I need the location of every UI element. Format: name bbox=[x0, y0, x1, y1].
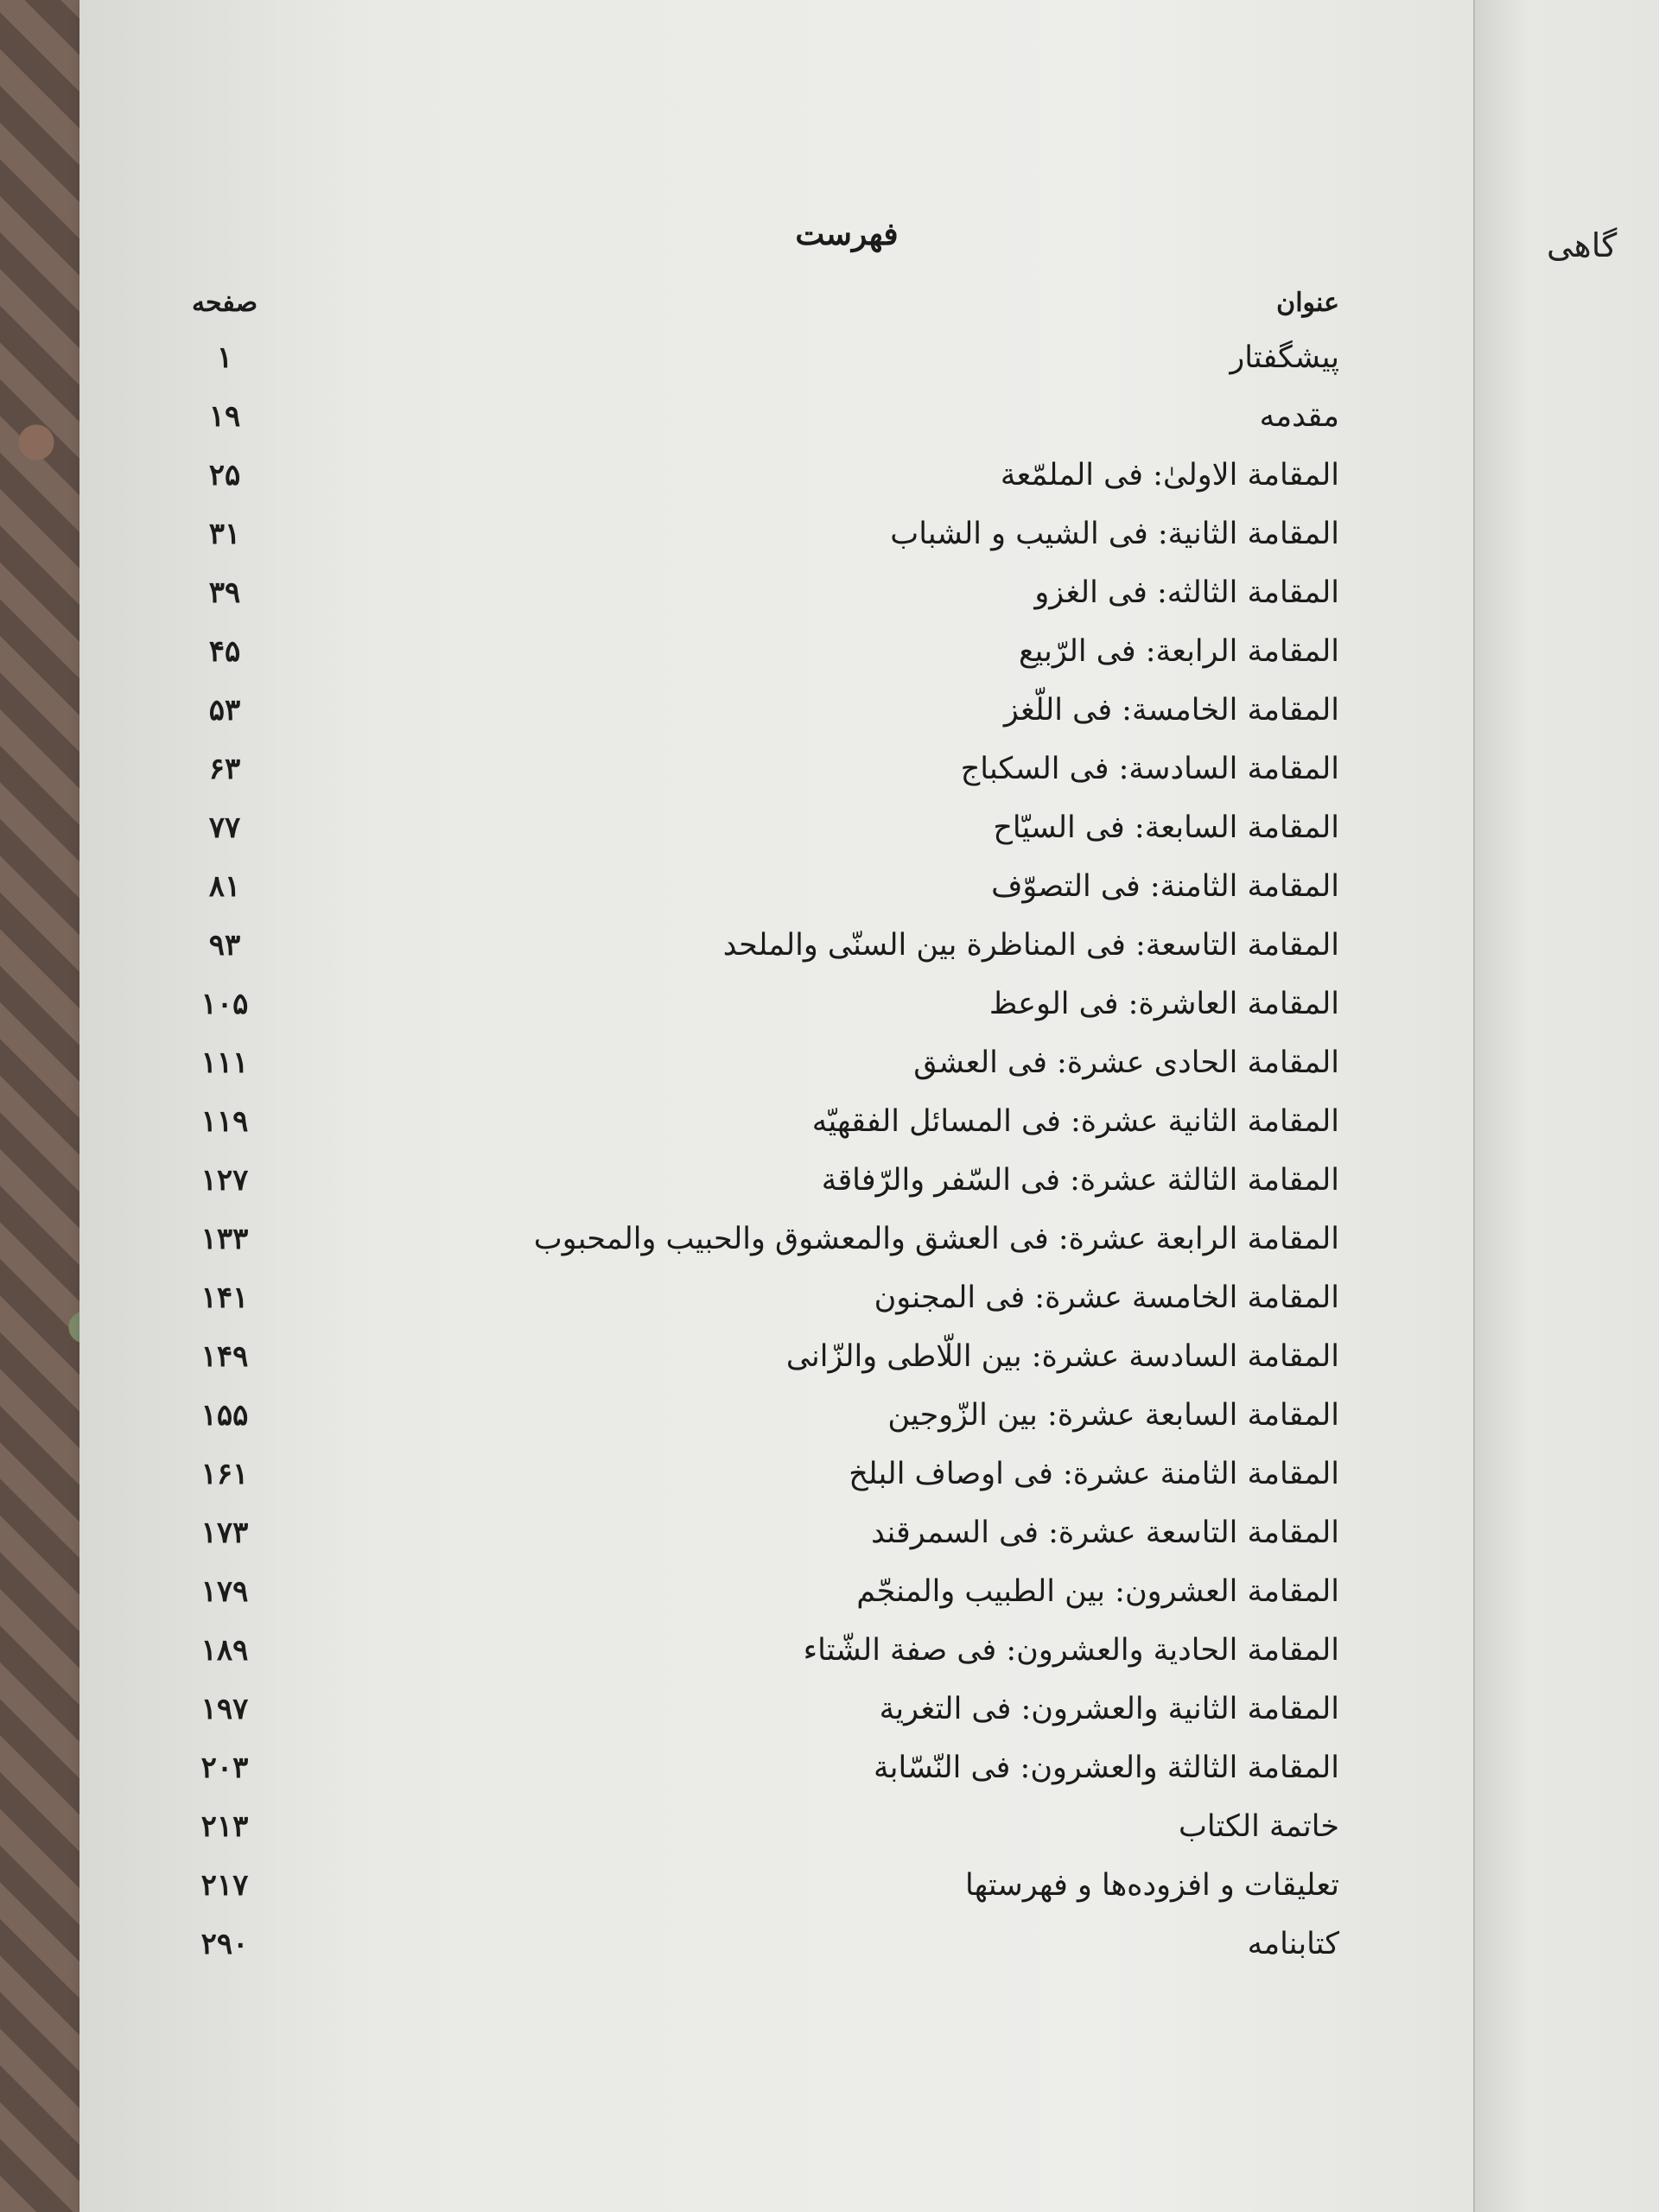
toc-entry-page: ۷۷ bbox=[208, 810, 241, 845]
toc-entry-title: المقامة السابعة عشرة: بین الزّوجین bbox=[887, 1398, 1339, 1433]
toc-entry bbox=[130, 1210, 1339, 1268]
toc-entry-title: المقامة الاولیٰ: فی الملمّعة bbox=[1000, 458, 1339, 493]
toc-entry bbox=[130, 681, 1339, 740]
toc-entry bbox=[130, 798, 1339, 857]
toc-entry bbox=[130, 1503, 1339, 1562]
toc-entry-page: ۱۰۵ bbox=[200, 987, 249, 1021]
toc-entry bbox=[130, 1151, 1339, 1210]
toc-entry-page: ۱ bbox=[216, 340, 233, 375]
toc-entry-page: ۱۱۱ bbox=[200, 1046, 249, 1080]
toc-entry-page: ۳۱ bbox=[208, 517, 241, 551]
toc-entry-page: ۶۳ bbox=[208, 752, 241, 786]
toc-entry-page: ۱۹ bbox=[208, 399, 241, 434]
toc-entry-page: ۳۹ bbox=[208, 575, 241, 610]
toc-entry bbox=[130, 1445, 1339, 1503]
toc-entry-title: خاتمة الکتاب bbox=[1178, 1809, 1339, 1844]
toc-entry-page: ۵۳ bbox=[208, 693, 241, 728]
toc-entry-title: مقدمه bbox=[1259, 399, 1339, 434]
page-column-header: صفحه bbox=[191, 287, 258, 318]
toc-entry-title: المقامة الخامسة: فی اللّغز bbox=[1003, 693, 1339, 728]
toc-entry-title: المقامة الرابعة عشرة: فی العشق والمعشوق والحبیب والمحبوب bbox=[533, 1222, 1339, 1256]
toc-entry bbox=[130, 1797, 1339, 1856]
toc-entry-page: ۱۸۹ bbox=[200, 1633, 249, 1668]
toc-entry-title: المقامة الحادی عشرة: فی العشق bbox=[913, 1046, 1339, 1080]
toc-entry bbox=[130, 1033, 1339, 1092]
toc-entry-page: ۴۵ bbox=[208, 634, 241, 669]
toc-entry-title: المقامة التاسعة عشرة: فی السمرقند bbox=[871, 1516, 1339, 1550]
toc-entry-page: ۲۱۳ bbox=[200, 1809, 249, 1844]
toc-entry bbox=[130, 328, 1339, 387]
toc-entry-title: المقامة السادسة: فی السکباج bbox=[960, 752, 1339, 786]
toc-entry-page: ۱۳۳ bbox=[200, 1222, 249, 1256]
toc-entry-page: ۸۱ bbox=[208, 869, 241, 904]
toc-entry bbox=[130, 505, 1339, 563]
toc-entry-title: المقامة الحادیة والعشرون: فی صفة الشّتاء bbox=[803, 1633, 1339, 1668]
toc-entry-page: ۲۹۰ bbox=[200, 1927, 249, 1961]
toc-entry-page: ۱۲۷ bbox=[200, 1163, 249, 1198]
toc-entry bbox=[130, 1562, 1339, 1621]
toc-entry-title: تعلیقات و افزوده‌ها و فهرستها bbox=[965, 1868, 1339, 1903]
toc-entry-title: المقامة الرابعة: فی الرّبیع bbox=[1018, 634, 1339, 669]
toc-entry-title: المقامة العشرون: بین الطبیب والمنجّم bbox=[856, 1574, 1339, 1609]
toc-entry-page: ۹۳ bbox=[208, 928, 241, 963]
toc-entry-title: المقامة الثانیة عشرة: فی المسائل الفقهیّه bbox=[811, 1104, 1339, 1139]
toc-entry-page: ۲۰۳ bbox=[200, 1751, 249, 1785]
toc-entry-title: المقامة الثالثة والعشرون: فی النّسّابة bbox=[874, 1751, 1339, 1785]
toc-entry bbox=[130, 563, 1339, 622]
toc-entry bbox=[130, 857, 1339, 916]
toc-entry-title: المقامة الثانیة: فی الشیب و الشباب bbox=[890, 517, 1339, 551]
toc-entry-title: المقامة الثانیة والعشرون: فی التغریة bbox=[879, 1692, 1339, 1726]
toc-entry-page: ۱۴۱ bbox=[200, 1281, 249, 1315]
toc-entry-title: پیشگفتار bbox=[1230, 340, 1339, 375]
toc-entry-page: ۱۷۹ bbox=[200, 1574, 249, 1609]
toc-entry bbox=[130, 1621, 1339, 1680]
toc-entry-page: ۲۵ bbox=[208, 458, 241, 493]
toc-entry-page: ۱۱۹ bbox=[200, 1104, 249, 1139]
toc-header bbox=[130, 276, 1339, 328]
toc-entry bbox=[130, 1268, 1339, 1327]
facing-page-fragment: گاهی bbox=[1547, 226, 1618, 264]
toc-entry bbox=[130, 1092, 1339, 1151]
toc-entry bbox=[130, 1856, 1339, 1915]
toc-entry-title: المقامة الثامنة عشرة: فی اوصاف البلخ bbox=[849, 1457, 1339, 1491]
toc-entry-page: ۱۶۱ bbox=[200, 1457, 249, 1491]
toc-entry-page: ۱۴۹ bbox=[200, 1339, 249, 1374]
title-column-header: عنوان bbox=[1276, 287, 1339, 318]
facing-page bbox=[1473, 0, 1659, 2212]
toc-entry bbox=[130, 1327, 1339, 1386]
toc-entry bbox=[130, 1915, 1339, 1974]
toc-entry bbox=[130, 1386, 1339, 1445]
toc-entry-title: کتابنامه bbox=[1247, 1927, 1339, 1961]
toc-entry-title: المقامة العاشرة: فی الوعظ bbox=[988, 987, 1339, 1021]
toc-entry-page: ۱۷۳ bbox=[200, 1516, 249, 1550]
toc-entry-title: المقامة الخامسة عشرة: فی المجنون bbox=[874, 1281, 1339, 1315]
toc-entry-page: ۱۹۷ bbox=[200, 1692, 249, 1726]
toc-entry bbox=[130, 387, 1339, 446]
toc-entry bbox=[130, 916, 1339, 975]
toc-entry bbox=[130, 740, 1339, 798]
toc-entry-title: المقامة الثالثة عشرة: فی السّفر والرّفاقة bbox=[821, 1163, 1339, 1198]
page-title: فهرست bbox=[795, 216, 899, 252]
toc-entry bbox=[130, 446, 1339, 505]
toc-entry-title: المقامة التاسعة: فی المناظرة بین السنّی والملحد bbox=[722, 928, 1339, 963]
toc-entry-title: المقامة الثامنة: فی التصوّف bbox=[991, 869, 1339, 904]
toc-entry-page: ۱۵۵ bbox=[200, 1398, 249, 1433]
toc-entry bbox=[130, 975, 1339, 1033]
toc-entry-page: ۲۱۷ bbox=[200, 1868, 249, 1903]
toc-entry bbox=[130, 622, 1339, 681]
table-of-contents bbox=[130, 216, 1339, 1974]
toc-entry-title: المقامة الثالثه: فی الغزو bbox=[1034, 575, 1339, 610]
toc-entry bbox=[130, 1680, 1339, 1738]
toc-entries bbox=[130, 328, 1339, 1974]
toc-entry-title: المقامة السادسة عشرة: بین اللّاطی والزّانی bbox=[785, 1339, 1339, 1374]
toc-entry bbox=[130, 1738, 1339, 1797]
toc-entry-title: المقامة السابعة: فی السیّاح bbox=[993, 810, 1339, 845]
